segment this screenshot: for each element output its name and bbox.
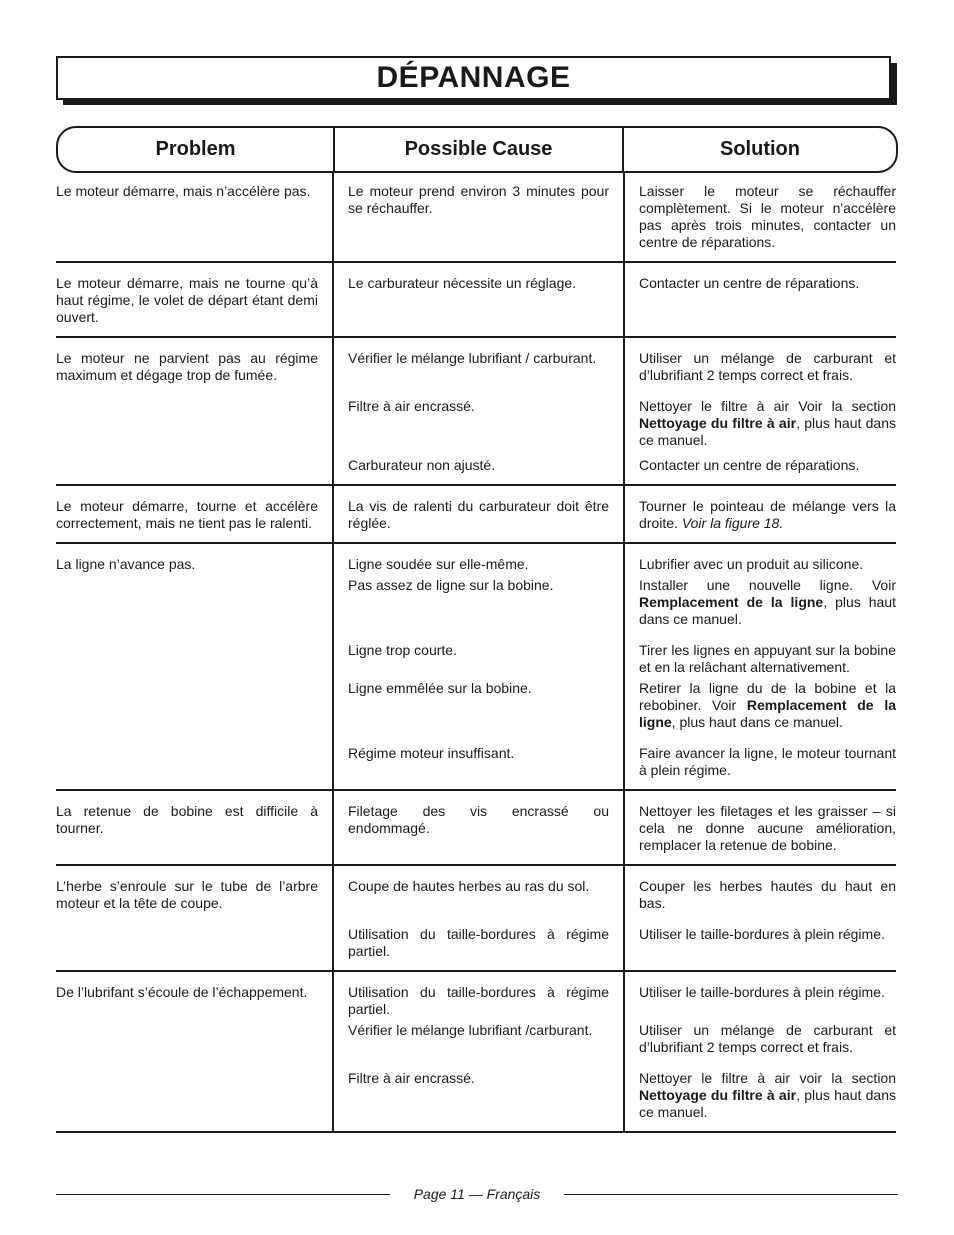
solution-fragment: Nettoyer le filtre à air voir la section [639, 1070, 896, 1086]
solution-text [639, 498, 896, 532]
solution-text: Utiliser le taille-bordures à plein régime. [639, 926, 885, 942]
cause-cell [332, 972, 623, 1131]
solution-cell [623, 486, 896, 542]
problem-cell [56, 486, 332, 542]
cause-text: Le carburateur nécessite un réglage. [348, 275, 577, 291]
cause-item [348, 556, 609, 573]
solution-cell [623, 263, 896, 336]
cause-text: Le moteur prend environ 3 minutes pour se réchauffer. [348, 183, 609, 216]
table-row [56, 866, 896, 972]
solution-fragment: , plus haut dans ce manuel. [639, 1087, 897, 1120]
footer-rule-left [56, 1194, 390, 1195]
cause-item [348, 350, 609, 384]
solution-text: Lubrifier avec un produit au silicone. [639, 556, 864, 572]
table-header [56, 126, 898, 173]
cause-item [348, 498, 609, 532]
solution-fragment: Nettoyer le filtre à air Voir la section [639, 398, 896, 414]
title-banner [56, 56, 896, 104]
cause-item [348, 398, 609, 449]
problem-cell [56, 791, 332, 864]
cause-text: Carburateur non ajusté. [348, 457, 496, 473]
cause-item [348, 984, 609, 1018]
table-row [56, 263, 896, 338]
cause-text: Ligne soudée sur elle-même. [348, 556, 529, 572]
cause-cell [332, 171, 623, 261]
cause-text: Coupe de hautes herbes au ras du sol. [348, 878, 590, 894]
cause-item [348, 745, 609, 779]
cause-cell [332, 486, 623, 542]
solution-text: Tirer les lignes en appuyant sur la bobine et en la relâchant alternativement. [639, 642, 896, 675]
solution-fragment: Tourner le pointeau de mélange vers la droite. [639, 498, 896, 531]
cause-cell [332, 263, 623, 336]
footer-text: Page 11 — Français [413, 1186, 541, 1202]
cause-item [348, 1022, 609, 1056]
solution-item [639, 577, 896, 628]
solution-fragment: Installer une nouvelle ligne. Voir [639, 577, 896, 593]
page-footer [56, 1184, 898, 1204]
cause-text: Ligne trop courte. [348, 642, 457, 658]
solution-fragment: Retirer la ligne du de la bobine et la rebobiner. Voir [639, 680, 896, 713]
solution-text: Couper les herbes hautes du haut en bas. [639, 878, 896, 911]
cause-text: Utilisation du taille-bordures à régime partiel. [348, 984, 609, 1017]
header-problem: Problem [58, 128, 335, 171]
solution-cell [623, 544, 896, 789]
solution-fragment: , plus haut dans ce manuel. [639, 594, 896, 627]
cause-cell [332, 866, 623, 970]
table-row [56, 171, 896, 263]
cause-item [348, 457, 609, 474]
solution-text [639, 577, 896, 628]
cause-text: Pas assez de ligne sur la bobine. [348, 577, 554, 593]
figure-reference: Voir la figure 18. [681, 515, 784, 531]
cause-cell [332, 338, 623, 484]
solution-item [639, 803, 896, 854]
cause-text: Vérifier le mélange lubrifiant / carburant. [348, 350, 597, 366]
solution-cell [623, 791, 896, 864]
footer-rule-right [564, 1194, 898, 1195]
cause-text: Régime moteur insuffisant. [348, 745, 515, 761]
solution-item [639, 275, 896, 292]
troubleshooting-table [56, 171, 896, 1133]
solution-item [639, 350, 896, 384]
solution-text: Contacter un centre de réparations. [639, 457, 860, 473]
solution-cell [623, 972, 896, 1131]
solution-item [639, 183, 896, 251]
problem-text: Le moteur démarre, mais ne tourne qu’à haut régime, le volet de départ étant demi ouvert. [56, 275, 318, 325]
solution-reference: Nettoyage du filtre à air [639, 1087, 797, 1103]
solution-cell [623, 338, 896, 484]
cause-item [348, 1070, 609, 1121]
problem-cell [56, 263, 332, 336]
solution-text: Utiliser un mélange de carburant et d’lubrifiant 2 temps correct et frais. [639, 1022, 896, 1055]
cause-item [348, 878, 609, 912]
table-row [56, 338, 896, 486]
cause-cell [332, 791, 623, 864]
table-row [56, 544, 896, 791]
solution-text: Utiliser un mélange de carburant et d’lubrifiant 2 temps correct et frais. [639, 350, 896, 383]
problem-text: L’herbe s’enroule sur le tube de l’arbre moteur et la tête de coupe. [56, 878, 318, 911]
problem-cell [56, 866, 332, 970]
cause-item [348, 803, 609, 854]
cause-item [348, 183, 609, 251]
solution-fragment: , plus haut dans ce manuel. [639, 415, 897, 448]
solution-item [639, 878, 896, 912]
solution-text [639, 680, 896, 731]
problem-text: Le moteur démarre, tourne et accélère correctement, mais ne tient pas le ralenti. [56, 498, 318, 531]
solution-text: Contacter un centre de réparations. [639, 275, 860, 291]
problem-cell [56, 171, 332, 261]
solution-item [639, 926, 896, 960]
page-title: DÉPANNAGE [56, 56, 891, 100]
solution-fragment: , plus haut dans ce manuel. [671, 714, 843, 730]
solution-item [639, 498, 896, 532]
table-row [56, 791, 896, 866]
problem-text: Le moteur ne parvient pas au régime maximum et dégage trop de fumée. [56, 350, 318, 383]
problem-text: La ligne n’avance pas. [56, 556, 196, 572]
header-solution: Solution [720, 138, 800, 160]
solution-text [639, 398, 896, 449]
solution-item [639, 984, 896, 1018]
solution-item [639, 680, 896, 731]
solution-item [639, 398, 896, 449]
solution-item [639, 556, 896, 573]
solution-item [639, 457, 896, 474]
cause-cell [332, 544, 623, 789]
problem-cell [56, 544, 332, 789]
solution-text [639, 1070, 896, 1121]
table-row [56, 972, 896, 1133]
solution-reference: Nettoyage du filtre à air [639, 415, 797, 431]
solution-text: Nettoyer les filetages et les graisser – si cela ne donne aucune amélioration, remplacer la retenue de bobine. [639, 803, 896, 853]
table-row [56, 486, 896, 544]
solution-item [639, 1070, 896, 1121]
problem-cell [56, 338, 332, 484]
problem-text: Le moteur démarre, mais n’accélère pas. [56, 183, 311, 199]
solution-cell [623, 866, 896, 970]
solution-item [639, 642, 896, 676]
solution-cell [623, 171, 896, 261]
header-possible-cause: Possible Cause [335, 128, 624, 171]
cause-text: Vérifier le mélange lubrifiant /carburant. [348, 1022, 593, 1038]
cause-text: Filtre à air encrassé. [348, 1070, 475, 1086]
cause-text: La vis de ralenti du carburateur doit être réglée. [348, 498, 609, 531]
solution-reference: Remplacement de la ligne [639, 697, 896, 730]
solution-text: Faire avancer la ligne, le moteur tournant à plein régime. [639, 745, 896, 778]
problem-cell [56, 972, 332, 1131]
cause-text: Utilisation du taille-bordures à régime partiel. [348, 926, 609, 959]
cause-item [348, 577, 609, 628]
solution-item [639, 745, 896, 779]
cause-item [348, 926, 609, 960]
cause-text: Filetage des vis encrassé ou endommagé. [348, 803, 609, 836]
cause-text: Filtre à air encrassé. [348, 398, 475, 414]
solution-item [639, 1022, 896, 1056]
cause-item [348, 642, 609, 676]
solution-text: Utiliser le taille-bordures à plein régime. [639, 984, 885, 1000]
solution-text: Laisser le moteur se réchauffer complètement. Si le moteur n'accélère pas après trois minutes, contacter un centre de réparations. [639, 183, 896, 250]
cause-text: Ligne emmêlée sur la bobine. [348, 680, 532, 696]
cause-item [348, 680, 609, 731]
solution-reference: Remplacement de la ligne [639, 594, 824, 610]
problem-text: De l’lubrifant s’écoule de l’échappement. [56, 984, 308, 1000]
cause-item [348, 275, 609, 292]
problem-text: La retenue de bobine est difficile à tourner. [56, 803, 318, 836]
